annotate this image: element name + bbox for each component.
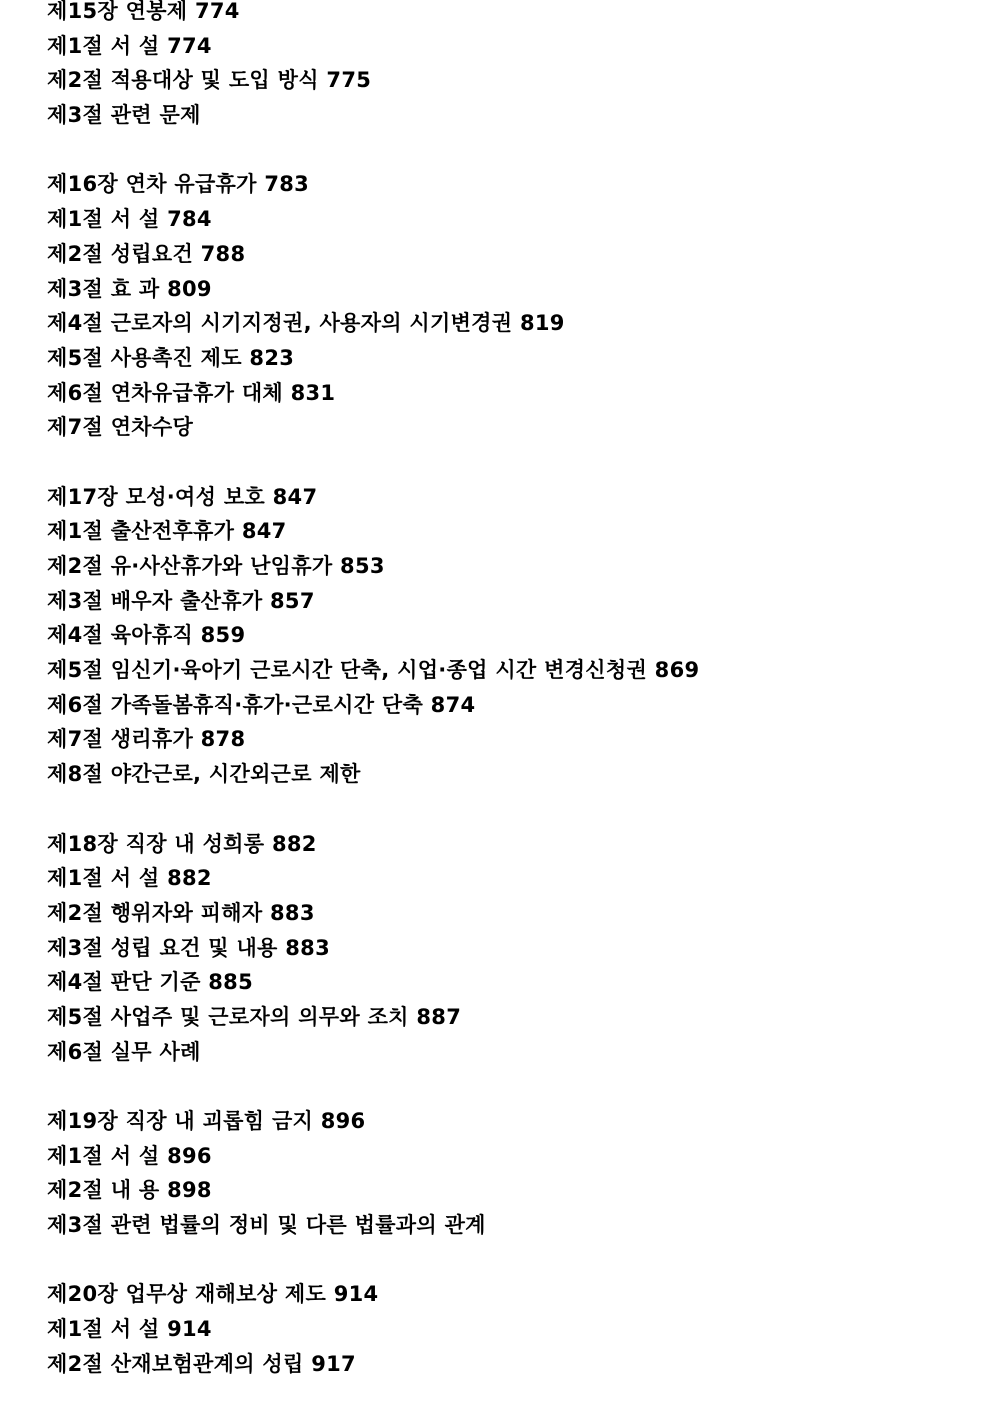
section-line: 제3절 관련 법률의 정비 및 다른 법률과의 관계 (47, 1213, 486, 1238)
section-line: 제2절 행위자와 피해자 883 (47, 900, 315, 925)
section-line: 제3절 효 과 809 (47, 276, 212, 301)
chapter-title: 제19장 직장 내 괴롭힘 금지 896 (47, 1109, 366, 1133)
chapter-20 (47, 1277, 977, 1381)
chapter-title: 제18장 직장 내 성희롱 882 (47, 831, 317, 856)
chapter-title: 제16장 연차 유급휴가 783 (47, 172, 310, 197)
section-line: 제7절 생리휴가 878 (47, 727, 246, 752)
chapter-title: 제17장 모성·여성 보호 847 (47, 484, 318, 509)
section-line: 제5절 사업주 및 근로자의 의무와 조치 887 (47, 1004, 462, 1029)
section-line: 제1절 서 설 896 (47, 1143, 212, 1168)
chapter-title: 제15장 연봉제 774 (47, 0, 240, 23)
section-line: 제8절 야간근로, 시간외근로 제한 (47, 762, 361, 787)
section-line: 제1절 서 설 774 (47, 33, 212, 58)
section-line: 제6절 가족돌봄휴직·휴가·근로시간 단축 874 (47, 692, 476, 717)
section-line: 제2절 산재보험관계의 성립 917 (47, 1351, 356, 1376)
table-of-contents (47, 0, 977, 1416)
chapter-18 (47, 827, 977, 1070)
chapter-16 (47, 167, 977, 445)
section-line: 제6절 실무 사례 (47, 1039, 201, 1064)
chapter-title: 제20장 업무상 재해보상 제도 914 (47, 1282, 379, 1307)
chapter-17 (47, 480, 977, 792)
section-line: 제3절 배우자 출산휴가 857 (47, 588, 315, 613)
section-line: 제1절 출산전후휴가 847 (47, 519, 287, 544)
section-line: 제2절 내 용 898 (47, 1178, 212, 1203)
section-line: 제2절 적용대상 및 도입 방식 775 (47, 68, 372, 93)
section-line: 제2절 성립요건 788 (47, 241, 246, 266)
section-line: 제5절 사용촉진 제도 823 (47, 345, 295, 370)
section-line: 제3절 관련 문제 (47, 103, 201, 128)
section-line: 제5절 임신기·육아기 근로시간 단축, 시업·종업 시간 변경신청권 869 (47, 658, 700, 683)
section-line: 제4절 판단 기준 885 (47, 970, 253, 995)
section-line: 제1절 서 설 914 (47, 1317, 212, 1342)
chapter-15 (47, 0, 977, 133)
chapter-19 (47, 1104, 977, 1243)
section-line: 제7절 연차수당 (47, 415, 194, 440)
section-line: 제1절 서 설 784 (47, 207, 212, 232)
section-line: 제6절 연차유급휴가 대체 831 (47, 380, 336, 405)
section-line: 제1절 서 설 882 (47, 866, 212, 891)
section-line: 제4절 육아휴직 859 (47, 623, 246, 648)
section-line: 제3절 성립 요건 및 내용 883 (47, 935, 330, 960)
section-line: 제2절 유·사산휴가와 난임휴가 853 (47, 554, 385, 578)
section-line: 제4절 근로자의 시기지정권, 사용자의 시기변경권 819 (47, 311, 565, 336)
